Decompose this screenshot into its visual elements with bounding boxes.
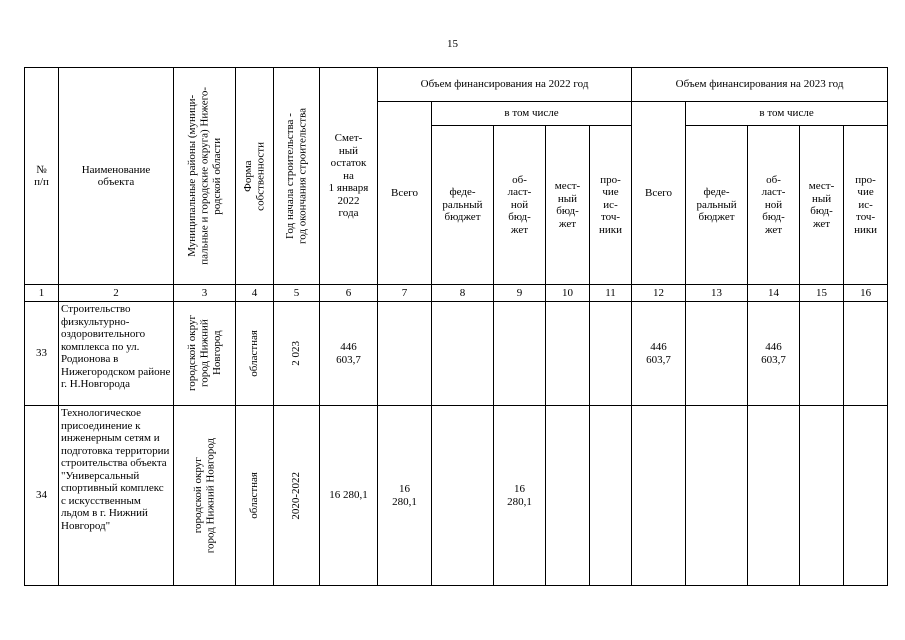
row-local-2022: [546, 406, 590, 586]
row-local-2022: [546, 302, 590, 406]
row-local-2023: [800, 302, 844, 406]
column-numbers-row: [25, 285, 888, 302]
col-number: 11: [590, 285, 632, 302]
header-total-2022: Всего: [378, 102, 432, 285]
row-federal-2022: [432, 302, 494, 406]
col-number: 14: [748, 285, 800, 302]
row-ownership: областная: [236, 302, 274, 406]
row-years: 2020-2022: [274, 406, 320, 586]
row-regional-2023: [748, 406, 800, 586]
row-other-2023: [844, 302, 888, 406]
row-local-2023: [800, 406, 844, 586]
row-name: Технологическое присоединение к инженерным сетям и подготовка территории строительства объекта "Универсальный спортивный комплекс с искусственным льдом в г. Нижний Новгород": [59, 406, 174, 586]
header-name: Наименование объекта: [59, 68, 174, 285]
row-federal-2022: [432, 406, 494, 586]
col-number: 5: [274, 285, 320, 302]
row-district: городской округ город Нижний Новгород: [174, 406, 236, 586]
header-incl-2023: в том числе: [686, 102, 888, 126]
header-fin-2022: Объем финансирования на 2022 год: [378, 68, 632, 102]
row-total-2023: 446 603,7: [632, 302, 686, 406]
row-name: Строительство физкультурно-оздоровительного комплекса по ул. Родионова в Нижегородском районе г. Н.Новгорода: [59, 302, 174, 406]
header-local-2022: мест- ный бюд- жет: [546, 126, 590, 285]
row-total-2022: 16 280,1: [378, 406, 432, 586]
row-regional-2022: 16 280,1: [494, 406, 546, 586]
page-number: 15: [447, 38, 458, 50]
col-number: 8: [432, 285, 494, 302]
row-total-2023: [632, 406, 686, 586]
row-other-2022: [590, 406, 632, 586]
col-number: 12: [632, 285, 686, 302]
row-federal-2023: [686, 406, 748, 586]
row-remainder: 16 280,1: [320, 406, 378, 586]
row-ownership: областная: [236, 406, 274, 586]
row-regional-2022: [494, 302, 546, 406]
col-number: 6: [320, 285, 378, 302]
row-district: городской округ город Нижний Новгород: [174, 302, 236, 406]
row-regional-2023: 446 603,7: [748, 302, 800, 406]
col-number: 4: [236, 285, 274, 302]
col-number: 3: [174, 285, 236, 302]
table-row: [25, 302, 888, 406]
col-number: 2: [59, 285, 174, 302]
col-number: 9: [494, 285, 546, 302]
header-regional-2023: об- ласт- ной бюд- жет: [748, 126, 800, 285]
header-federal-2022: феде- ральный бюджет: [432, 126, 494, 285]
header-num: № п/п: [25, 68, 59, 285]
header-ownership: Форма собственности: [236, 68, 274, 285]
header-incl-2022: в том числе: [432, 102, 632, 126]
header-federal-2023: феде- ральный бюджет: [686, 126, 748, 285]
header-other-2023: про- чие ис- точ- ники: [844, 126, 888, 285]
row-other-2023: [844, 406, 888, 586]
header-total-2023: Всего: [632, 102, 686, 285]
table-row: [25, 406, 888, 586]
col-number: 13: [686, 285, 748, 302]
row-other-2022: [590, 302, 632, 406]
col-number: 7: [378, 285, 432, 302]
header-years: Год начала строительства - год окончания строительства: [274, 68, 320, 285]
header-remainder: Смет- ный остаток на 1 января 2022 года: [320, 68, 378, 285]
row-federal-2023: [686, 302, 748, 406]
row-num: 34: [25, 406, 59, 586]
col-number: 1: [25, 285, 59, 302]
col-number: 16: [844, 285, 888, 302]
row-years: 2 023: [274, 302, 320, 406]
col-number: 10: [546, 285, 590, 302]
header-other-2022: про- чие ис- точ- ники: [590, 126, 632, 285]
row-remainder: 446 603,7: [320, 302, 378, 406]
header-regional-2022: об- ласт- ной бюд- жет: [494, 126, 546, 285]
header-district: Муниципальные районы (муници- пальные и городские округа) Нижего- родской области: [174, 68, 236, 285]
row-total-2022: [378, 302, 432, 406]
header-fin-2023: Объем финансирования на 2023 год: [632, 68, 888, 102]
header-local-2023: мест- ный бюд- жет: [800, 126, 844, 285]
financing-table: [24, 67, 888, 586]
col-number: 15: [800, 285, 844, 302]
row-num: 33: [25, 302, 59, 406]
